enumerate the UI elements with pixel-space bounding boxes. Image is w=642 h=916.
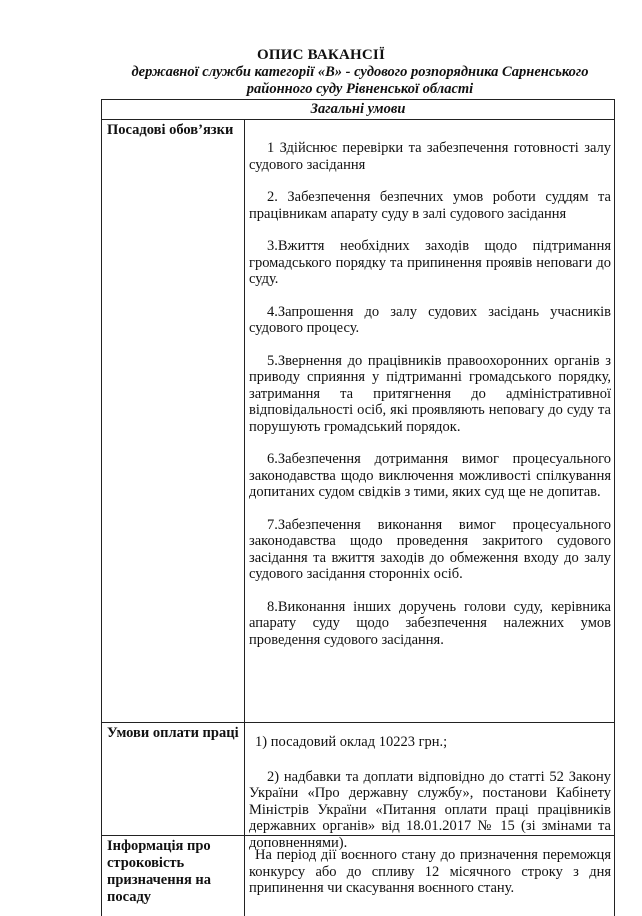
- duty-paragraph: 2. Забезпечення безпечних умов роботи суддям та працівникам апарату суду в залі судового засідання: [249, 189, 611, 222]
- row-value: [245, 120, 614, 722]
- table-row-term: [102, 836, 614, 916]
- row-value: [245, 723, 614, 851]
- duty-paragraph: 5.Звернення до працівників правоохоронних органів з приводу сприяння у підтриманні громадського порядку, затримання та притягнення до адміністративної відповідальності осіб, які проявляють неповагу до суду та порушують громадський порядок.: [249, 352, 611, 435]
- term-paragraph: На період дії воєнного стану до призначення переможця конкурсу або до спливу 12 місячного строку з дня припинення чи скасування воєнного стану.: [249, 847, 611, 896]
- table-row-salary: [102, 723, 614, 851]
- salary-paragraph: 2) надбавки та доплати відповідно до статті 52 Закону України «Про державну службу», постанови Кабінету Міністрів України «Питання оплати праці працівників державних органів» від 18.01.2017 № 15 (зі змінами та доповненнями).: [249, 768, 611, 851]
- row-value: [245, 836, 614, 916]
- duty-paragraph: 8.Виконання інших доручень голови суду, керівника апарату суду щодо забезпечення належних умов проведення судового засідання.: [249, 598, 611, 648]
- duty-paragraph: 3.Вжиття необхідних заходів щодо підтримання громадського порядку та припинення проявів неповаги до суду.: [249, 238, 611, 287]
- section-header: Загальні умови: [102, 100, 614, 120]
- duty-paragraph: 7.Забезпечення виконання вимог процесуального законодавства щодо проведення закритого судового засідання та вжиття заходів до обмеження входу до залу судового засідання сторонніх осіб.: [249, 516, 611, 582]
- duty-paragraph: 6.Забезпечення дотримання вимог процесуального законодавства щодо виключення можливості спілкування допитаних судом свідків з тими, яких суд ще не допитав.: [249, 451, 611, 500]
- duty-paragraph: 1 Здійснює перевірки та забезпечення готовності залу судового засідання: [249, 140, 611, 173]
- vacancy-table: [101, 99, 615, 916]
- row-label: Умови оплати праці: [102, 723, 245, 835]
- salary-paragraph: 1) посадовий оклад 10223 грн.;: [255, 734, 448, 750]
- table-row-duties: [102, 120, 614, 723]
- document-subtitle: державної служби категорії «В» - судового розпорядника Сарненського районного суду Рівненської області: [131, 64, 589, 97]
- document-title: ОПИС ВАКАНСІЇ: [257, 47, 385, 63]
- duty-paragraph: 4.Запрошення до залу судових засідань учасників судового процесу.: [249, 303, 611, 336]
- row-label: Посадові обов’язки: [102, 120, 245, 722]
- row-label: Інформація про строковість призначення на посаду: [102, 836, 245, 916]
